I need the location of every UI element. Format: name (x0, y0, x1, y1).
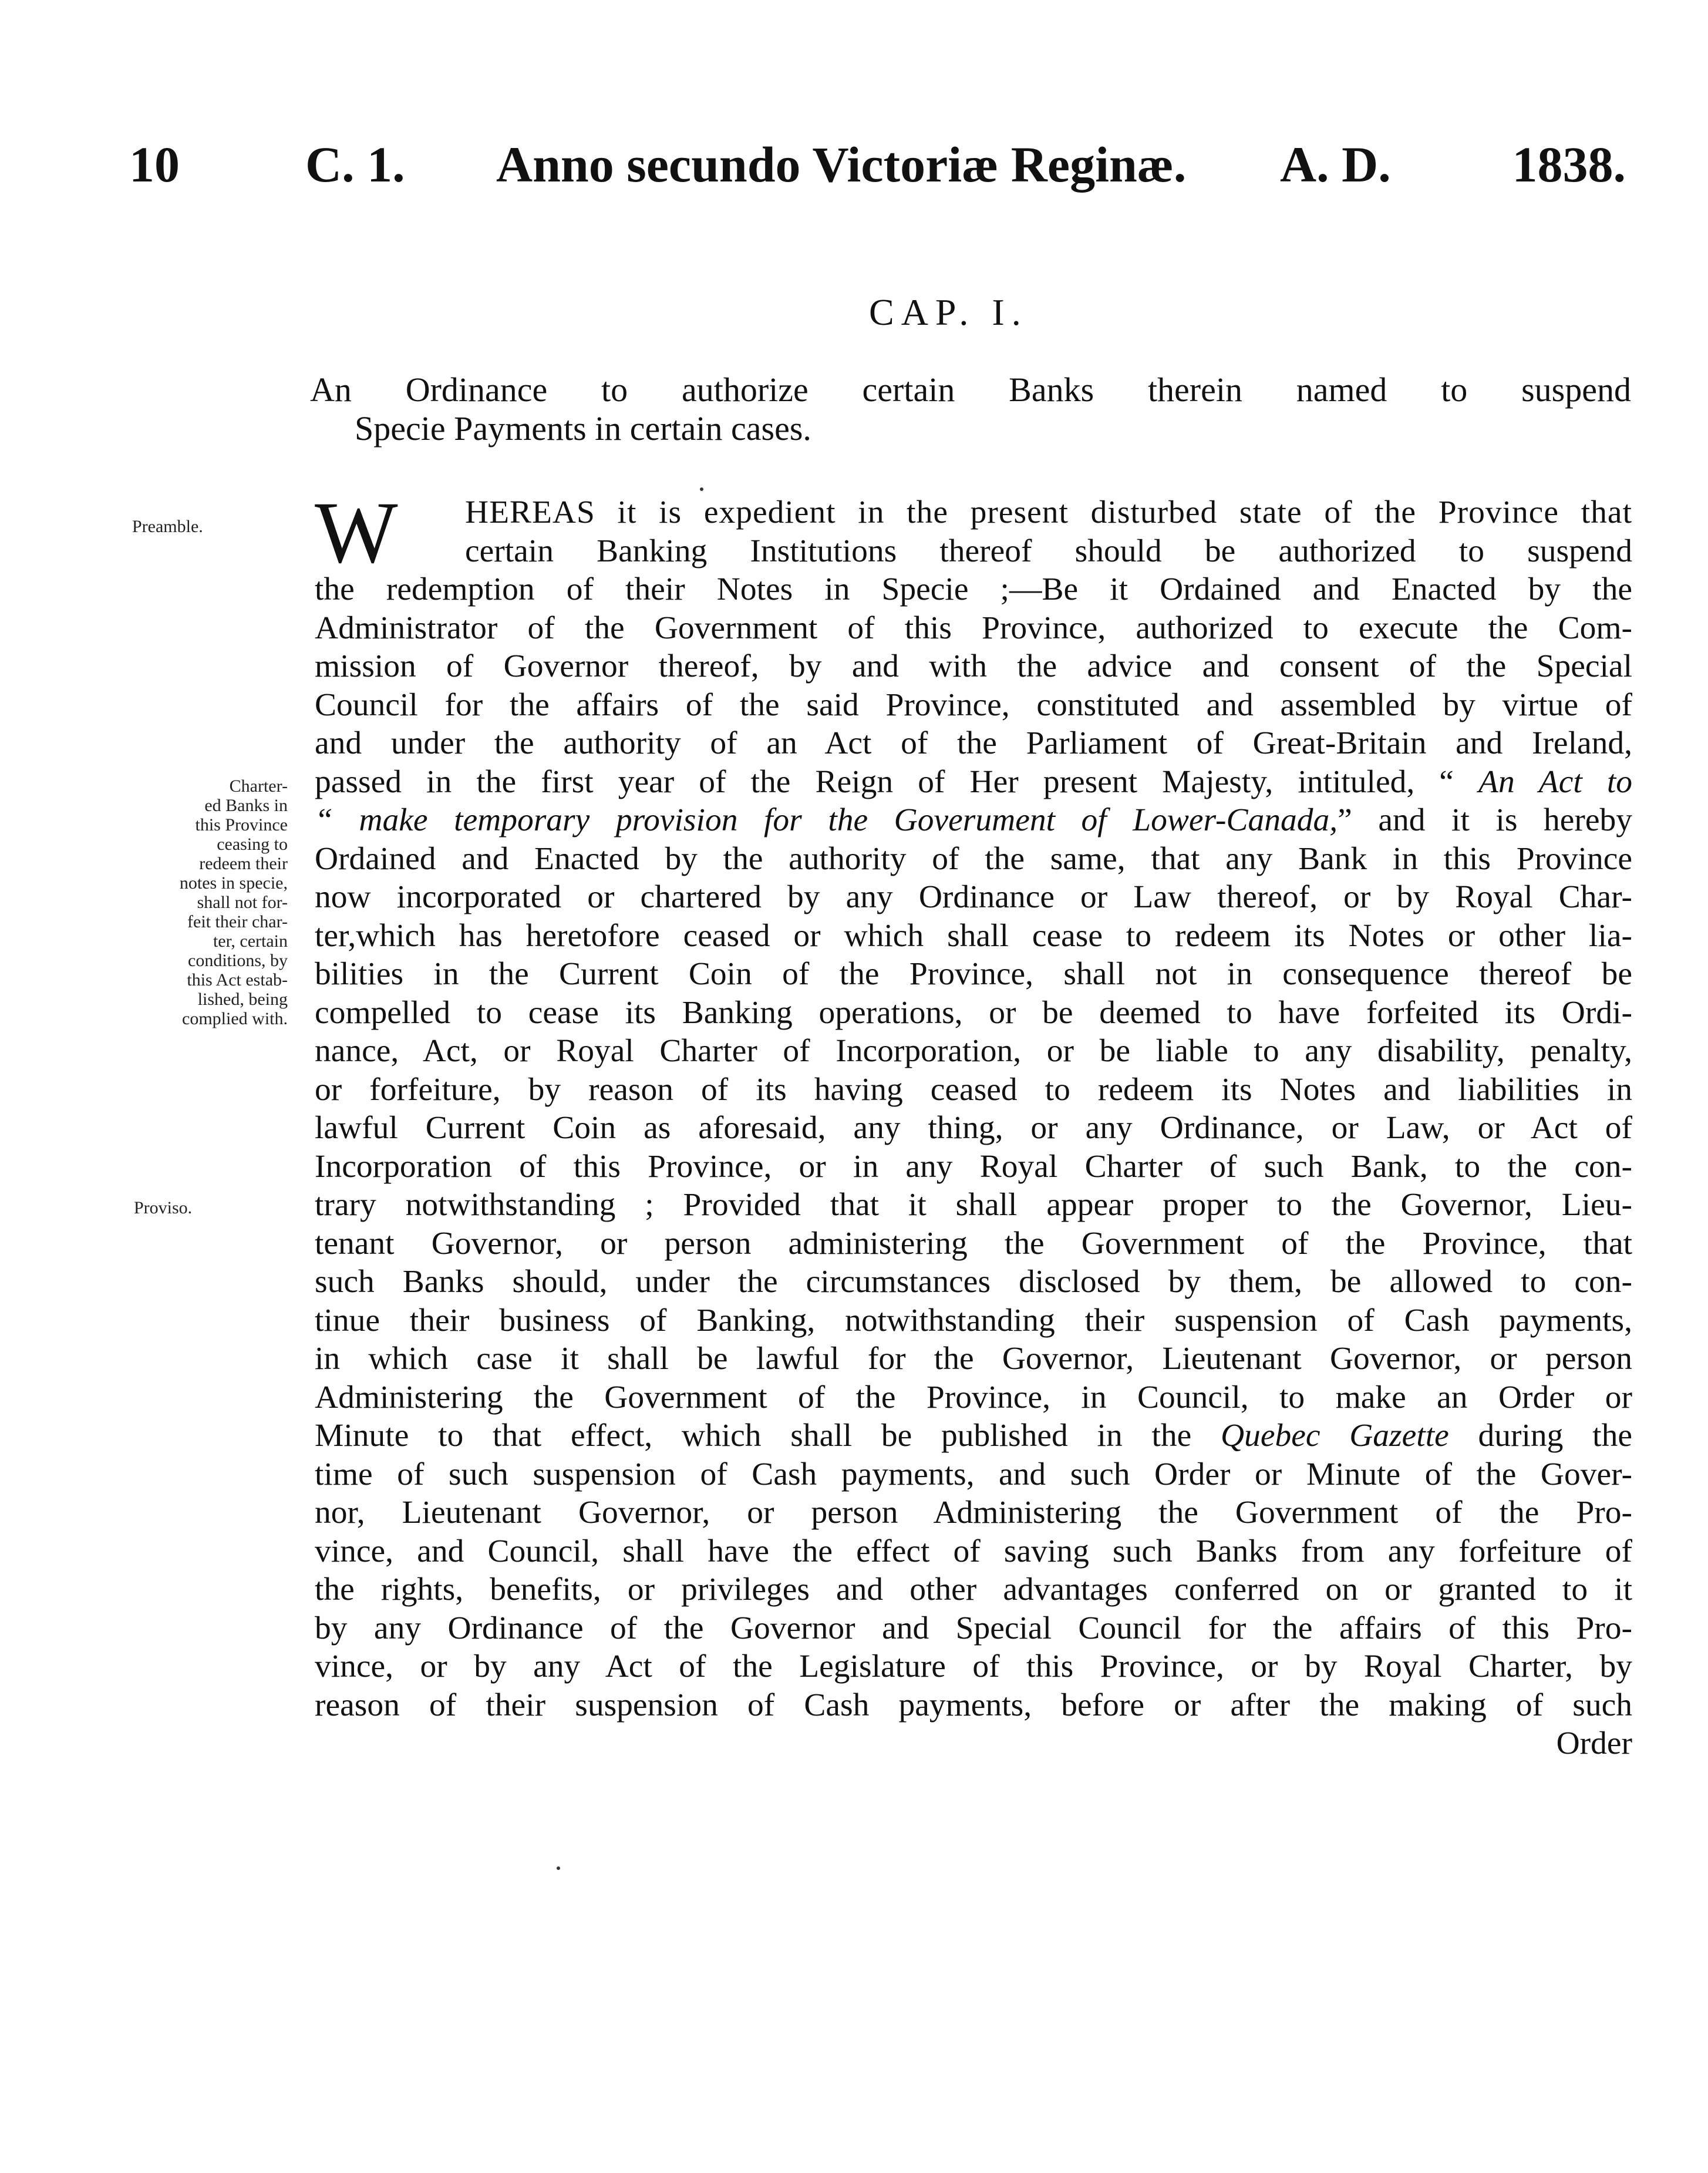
body-line: tinue their business of Banking, notwithstanding their suspension of Cash payments, (315, 1302, 1632, 1338)
body-line: Administrator of the Government of this Province, authorized to execute the Com- (315, 610, 1632, 646)
print-speck (700, 487, 703, 491)
running-header (129, 132, 1626, 197)
body-line: lawful Current Coin as aforesaid, any thing, or any Ordinance, or Law, or Act of (315, 1110, 1632, 1146)
body-line: ter,which has heretofore ceased or which shall cease to redeem its Notes or other lia- (315, 917, 1632, 954)
body-line: the redemption of their Notes in Specie ;—Be it Ordained and Enacted by the (315, 571, 1632, 607)
body-line: bilities in the Current Coin of the Province, shall not in consequence thereof be (315, 956, 1632, 992)
act-title-italic: An Act to (1478, 763, 1633, 800)
body-line: trary notwithstanding ; Provided that it shall appear proper to the Governor, Lieu- (315, 1187, 1632, 1223)
body-line (315, 1417, 1632, 1455)
body-line: such Banks should, under the circumstances disclosed by them, be allowed to con- (315, 1264, 1632, 1300)
ordinance-body (315, 484, 1633, 1763)
regnal-year: Anno secundo Victoriæ Reginæ. (496, 136, 1187, 193)
margin-note-preamble: Preamble. (132, 517, 203, 536)
ordinance-title-line-1: An Ordinance to authorize certain Banks therein named to suspend (310, 371, 1631, 409)
body-line: certain Banking Institutions thereof should be authorized to suspend (465, 533, 1632, 569)
drop-cap: W (315, 484, 398, 581)
body-line: by any Ordinance of the Governor and Special Council for the affairs of this Pro- (315, 1610, 1632, 1646)
body-line: Incorporation of this Province, or in any Royal Charter of such Bank, to the con- (315, 1148, 1632, 1185)
body-line: Council for the affairs of the said Province, constituted and assembled by virtue of (315, 687, 1632, 723)
body-line: now incorporated or chartered by any Ordinance or Law thereof, or by Royal Char- (315, 879, 1632, 915)
body-line: or forfeiture, by reason of its having ceased to redeem its Notes and liabilities in (315, 1071, 1632, 1108)
body-line: in which case it shall be lawful for the Governor, Lieutenant Governor, or person (315, 1341, 1632, 1377)
body-line-text: Minute to that effect, which shall be published in the (315, 1418, 1192, 1454)
body-line: nance, Act, or Royal Charter of Incorporation, or be liable to any disability, penalty, (315, 1033, 1632, 1069)
body-line-text: during the (1478, 1418, 1632, 1454)
header-year: 1838. (1512, 136, 1626, 193)
ordinance-title (310, 369, 1631, 446)
ordinance-title-line-2: Specie Payments in certain cases. (355, 409, 811, 448)
print-speck (557, 1866, 560, 1870)
chapter-title: CAP. I. (869, 291, 1028, 333)
body-line: and under the authority of an Act of the Parliament of Great-Britain and Ireland, (315, 725, 1632, 761)
body-line-text: passed in the first year of the Reign of Her present Majesty, intituled, “ (315, 763, 1454, 800)
body-line: the rights, benefits, or privileges and other advantages conferred on or granted to it (315, 1572, 1632, 1607)
body-line: vince, or by any Act of the Legislature of this Province, or by Royal Charter, by (315, 1649, 1632, 1684)
body-line: vince, and Council, shall have the effect of saving such Banks from any forfeiture of (315, 1533, 1632, 1569)
page-number: 10 (129, 136, 180, 193)
anno-domini: A. D. (1280, 136, 1391, 193)
body-line-text: ” and it is hereby (1338, 802, 1632, 838)
body-line: mission of Governor thereof, by and with the advice and consent of the Special (315, 648, 1632, 684)
body-line: time of such suspension of Cash payments, and such Order or Minute of the Gover- (315, 1456, 1632, 1492)
margin-note-proviso: Proviso. (134, 1198, 193, 1217)
catchword: Order (1556, 1725, 1632, 1761)
body-line: compelled to cease its Banking operations, or be deemed to have forfeited its Ordi- (315, 994, 1632, 1031)
body-line: HEREAS it is expedient in the present disturbed state of the Province that (465, 495, 1632, 530)
body-line: nor, Lieutenant Governor, or person Administering the Government of the Pro- (315, 1495, 1632, 1530)
body-line (315, 763, 1632, 802)
body-line: Ordained and Enacted by the authority of the same, that any Bank in this Province (315, 840, 1632, 877)
body-line: tenant Governor, or person administering the Government of the Province, that (315, 1225, 1632, 1262)
act-title-italic: “ make temporary provision for the Goverument of Lower-Canada, (315, 802, 1338, 838)
body-line: reason of their suspension of Cash payments, before or after the making of such (315, 1687, 1632, 1723)
chapter-reference: C. 1. (305, 136, 405, 193)
margin-note-chartered-banks: Charter- ed Banks in this Province ceasing to redeem their notes in specie, shall not for- feit their char- ter, certain conditions, by this Act estab- lished, being complied with. (179, 776, 288, 1028)
body-line: Administering the Government of the Province, in Council, to make an Order or (315, 1379, 1632, 1415)
gazette-italic: Quebec Gazette (1221, 1418, 1449, 1454)
body-line (315, 801, 1632, 840)
